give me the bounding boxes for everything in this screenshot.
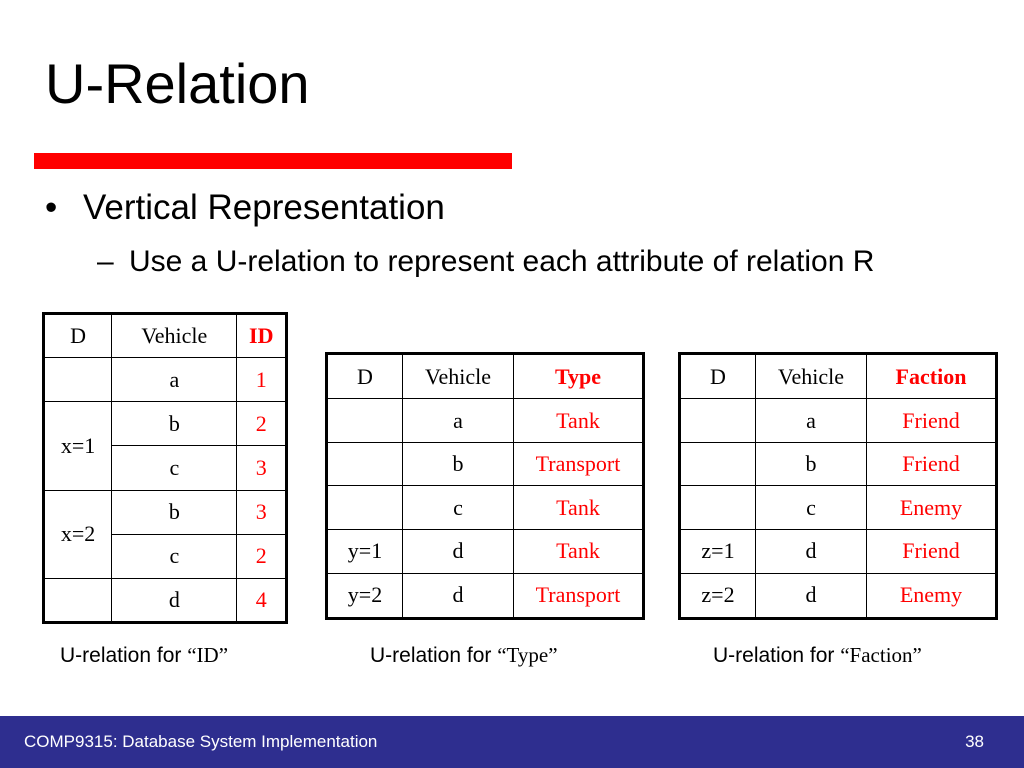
vehicle-cell: a [112,358,237,402]
d-cell: z=2 [680,573,756,618]
table-header-row [680,354,997,399]
d-cell: x=1 [44,402,112,490]
u-relation-id-table [42,312,288,624]
d-cell: y=2 [327,573,403,618]
header-id: ID [237,314,287,358]
caption-type-table [370,645,558,666]
caption-prefix: U-relation for [713,644,841,667]
d-cell [680,486,756,530]
table-row [44,358,287,402]
caption-prefix: U-relation for [60,644,188,667]
faction-cell: Friend [867,399,997,443]
id-cell: 2 [237,402,287,446]
table-row [680,530,997,574]
vehicle-cell: a [403,399,514,443]
sub-bullet-text: Use a U-relation to represent each attribute of relation R [129,245,875,278]
vehicle-cell: d [756,573,867,618]
page-number: 38 [965,732,984,751]
d-cell [680,399,756,443]
table-row [327,573,644,618]
caption-faction-table [713,645,922,666]
faction-cell: Enemy [867,486,997,530]
table-row [327,442,644,486]
table-row [680,399,997,443]
id-cell: 2 [237,534,287,578]
id-cell: 1 [237,358,287,402]
caption-id-table [60,645,228,666]
type-cell: Transport [514,442,644,486]
d-cell [44,358,112,402]
id-cell: 3 [237,446,287,490]
type-cell: Tank [514,486,644,530]
title-underline-bar [34,153,512,169]
header-vehicle: Vehicle [403,354,514,399]
vehicle-cell: d [756,530,867,574]
vehicle-cell: a [756,399,867,443]
caption-attribute: “Type” [497,643,558,667]
table-row [44,402,287,446]
faction-cell: Friend [867,530,997,574]
header-d: D [327,354,403,399]
header-vehicle: Vehicle [756,354,867,399]
table-row [327,399,644,443]
vehicle-cell: d [403,530,514,574]
d-cell [327,486,403,530]
table-header-row [44,314,287,358]
type-cell: Transport [514,573,644,618]
table-row [327,530,644,574]
vehicle-cell: c [112,534,237,578]
slide-title: U-Relation [45,52,310,115]
bullet-text: Vertical Representation [83,188,445,227]
u-relation-type-table [325,352,645,620]
sub-bullet [97,247,874,277]
d-cell [680,442,756,486]
header-d: D [680,354,756,399]
header-faction: Faction [867,354,997,399]
d-cell: z=1 [680,530,756,574]
table-row [680,442,997,486]
vehicle-cell: d [112,578,237,622]
u-relation-faction-table [678,352,998,620]
table-header-row [327,354,644,399]
caption-attribute: “Faction” [840,643,922,667]
vehicle-cell: c [112,446,237,490]
vehicle-cell: b [112,490,237,534]
id-cell: 3 [237,490,287,534]
vehicle-cell: b [403,442,514,486]
table-row [327,486,644,530]
table-row [680,486,997,530]
type-cell: Tank [514,530,644,574]
caption-prefix: U-relation for [370,644,498,667]
d-cell [44,578,112,622]
d-cell [327,442,403,486]
vehicle-cell: b [756,442,867,486]
id-cell: 4 [237,578,287,622]
header-d: D [44,314,112,358]
bullet-dot-icon: • [45,188,58,227]
table-row [44,578,287,622]
vehicle-cell: d [403,573,514,618]
d-cell: x=2 [44,490,112,578]
d-cell: y=1 [327,530,403,574]
slide-footer [0,716,1024,768]
d-cell [327,399,403,443]
faction-cell: Friend [867,442,997,486]
header-type: Type [514,354,644,399]
bullet-vertical-representation [45,190,445,225]
vehicle-cell: c [756,486,867,530]
vehicle-cell: c [403,486,514,530]
header-vehicle: Vehicle [112,314,237,358]
caption-attribute: “ID” [187,643,229,667]
faction-cell: Enemy [867,573,997,618]
type-cell: Tank [514,399,644,443]
table-row [44,490,287,534]
vehicle-cell: b [112,402,237,446]
dash-icon: – [97,245,114,278]
course-name: COMP9315: Database System Implementation [24,732,378,751]
table-row [680,573,997,618]
